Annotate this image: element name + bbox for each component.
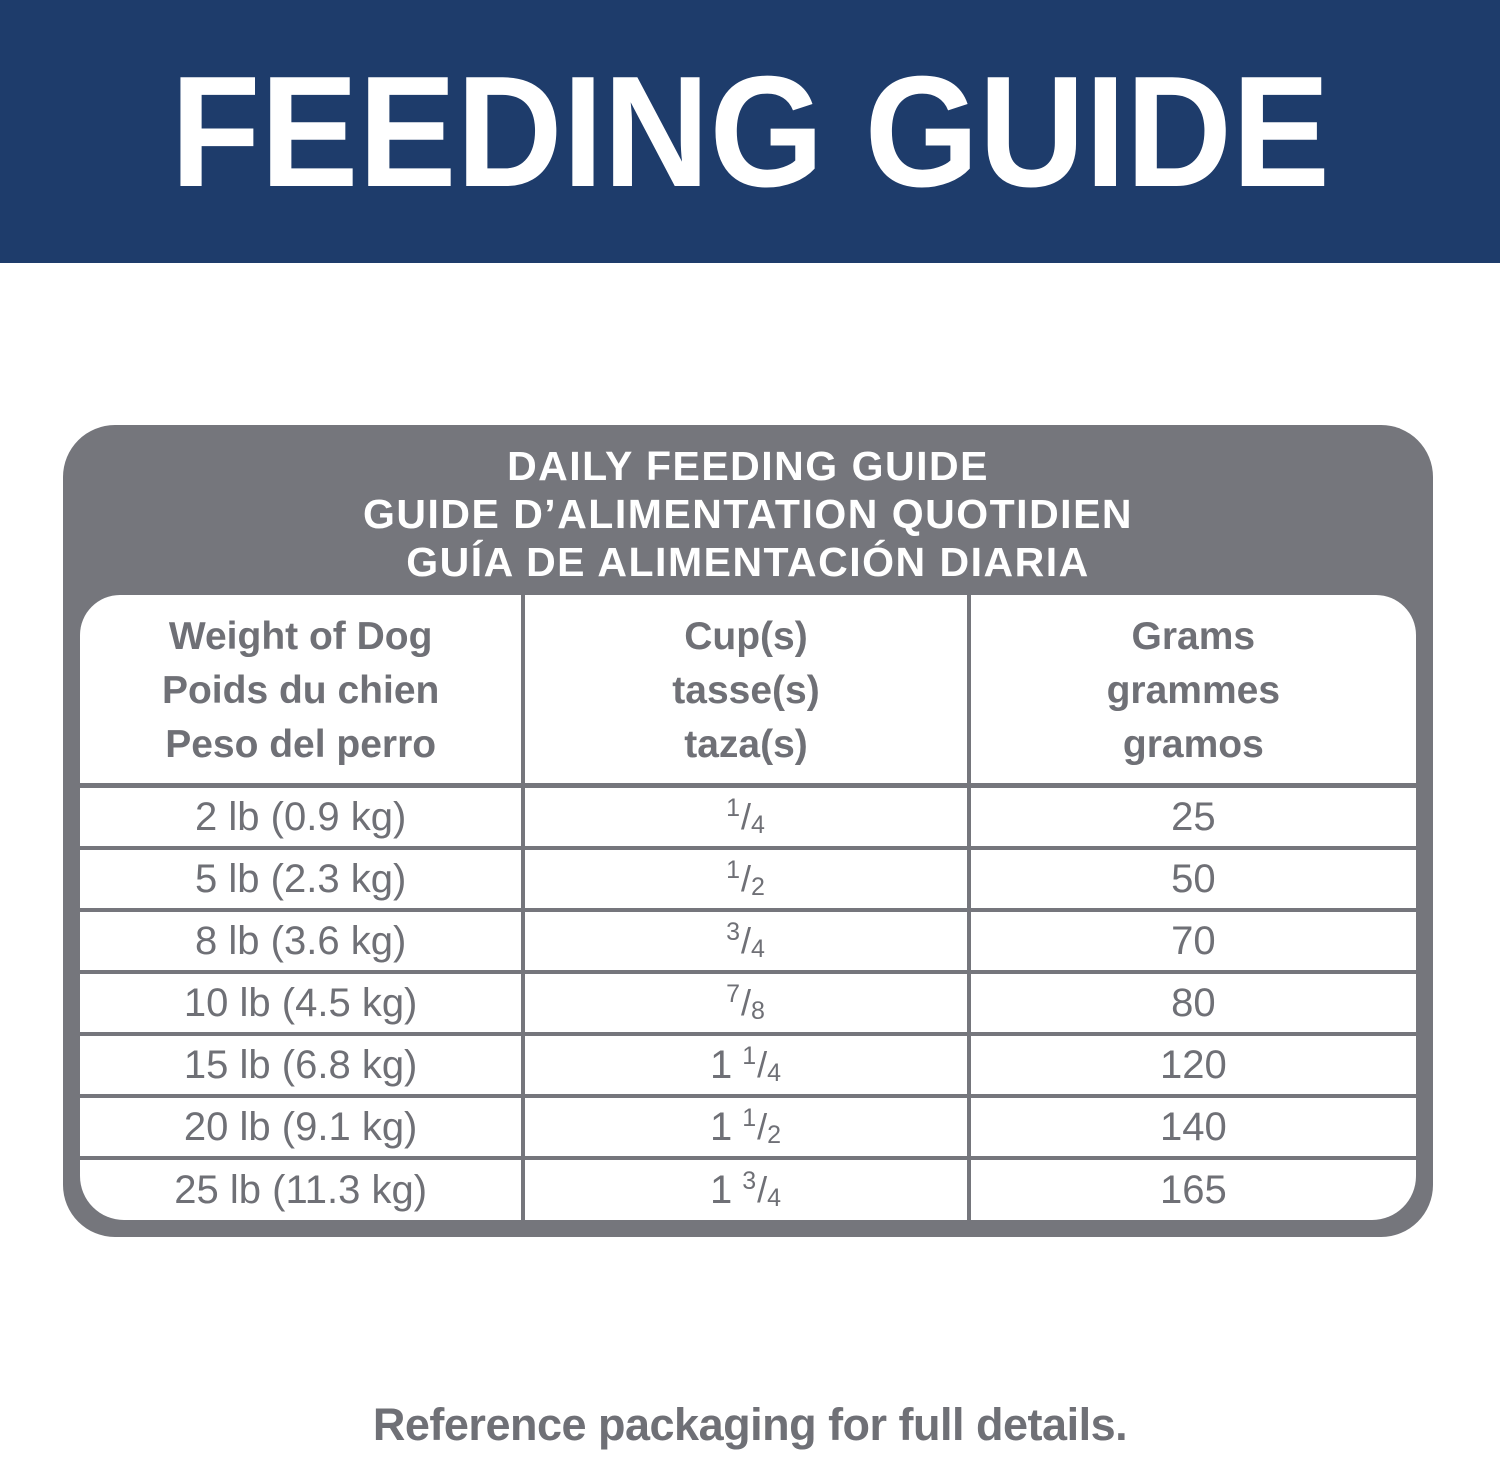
- column-header-grams: [971, 595, 1416, 788]
- table-row-5-cups: 1 $^1$/2: [525, 1098, 970, 1160]
- column-header-grams-es: gramos: [1122, 723, 1264, 766]
- card-title-fr: GUIDE D’ALIMENTATION QUOTIDIEN: [362, 491, 1134, 537]
- table-row-3-cups: $^7$/8: [525, 974, 970, 1036]
- table-row-2-grams: 70: [971, 912, 1416, 974]
- table-row-4-cups: 1 $^1$/4: [525, 1036, 970, 1098]
- table-row-2-cups: $^3$/4: [525, 912, 970, 974]
- table-row-0-cups: $^1$/4: [525, 788, 970, 850]
- daily-feeding-guide-card: [63, 425, 1433, 1237]
- table-row-3-grams: 80: [971, 974, 1416, 1036]
- table-row-1-grams: 50: [971, 850, 1416, 912]
- table-row-5-weight: 20 lb (9.1 kg): [80, 1098, 525, 1160]
- column-header-grams-en: Grams: [1131, 615, 1256, 658]
- column-header-weight: [80, 595, 525, 788]
- column-header-weight-en: Weight of Dog: [168, 615, 433, 658]
- column-header-cups-en: Cup(s): [684, 615, 808, 658]
- table-row-0-weight: 2 lb (0.9 kg): [80, 788, 525, 850]
- table-row-5-grams: 140: [971, 1098, 1416, 1160]
- feeding-guide-banner: [0, 0, 1500, 263]
- column-header-weight-fr: Poids du chien: [161, 669, 440, 712]
- table-row-0-grams: 25: [971, 788, 1416, 850]
- card-title-es: GUÍA DE ALIMENTACIÓN DIARIA: [406, 539, 1090, 585]
- table-row-6-grams: 165: [1159, 1167, 1227, 1212]
- table-row-4-grams: 120: [971, 1036, 1416, 1098]
- column-header-cups-es: taza(s): [684, 723, 808, 766]
- column-header-cups-fr: tasse(s): [672, 669, 820, 712]
- feeding-table: [80, 595, 1416, 1220]
- feeding-table-panel: [80, 595, 1416, 1220]
- column-header-weight-es: Peso del perro: [165, 723, 437, 766]
- table-row-3-weight: 10 lb (4.5 kg): [80, 974, 525, 1036]
- banner-title: FEEDING GUIDE: [170, 43, 1330, 220]
- table-row-4-weight: 15 lb (6.8 kg): [80, 1036, 525, 1098]
- table-row-6-cups: 1 $^3$/4: [525, 1160, 970, 1220]
- table-row-1-cups: $^1$/2: [525, 850, 970, 912]
- column-header-grams-fr: grammes: [1106, 669, 1281, 712]
- card-title-block: [80, 425, 1416, 595]
- column-header-cups: [525, 595, 970, 788]
- card-title-en: DAILY FEEDING GUIDE: [507, 443, 989, 489]
- table-row-1-weight: 5 lb (2.3 kg): [80, 850, 525, 912]
- table-row-2-weight: 8 lb (3.6 kg): [80, 912, 525, 974]
- footer-note: Reference packaging for full details.: [372, 1399, 1128, 1450]
- table-row-6-weight: 25 lb (11.3 kg): [80, 1160, 525, 1220]
